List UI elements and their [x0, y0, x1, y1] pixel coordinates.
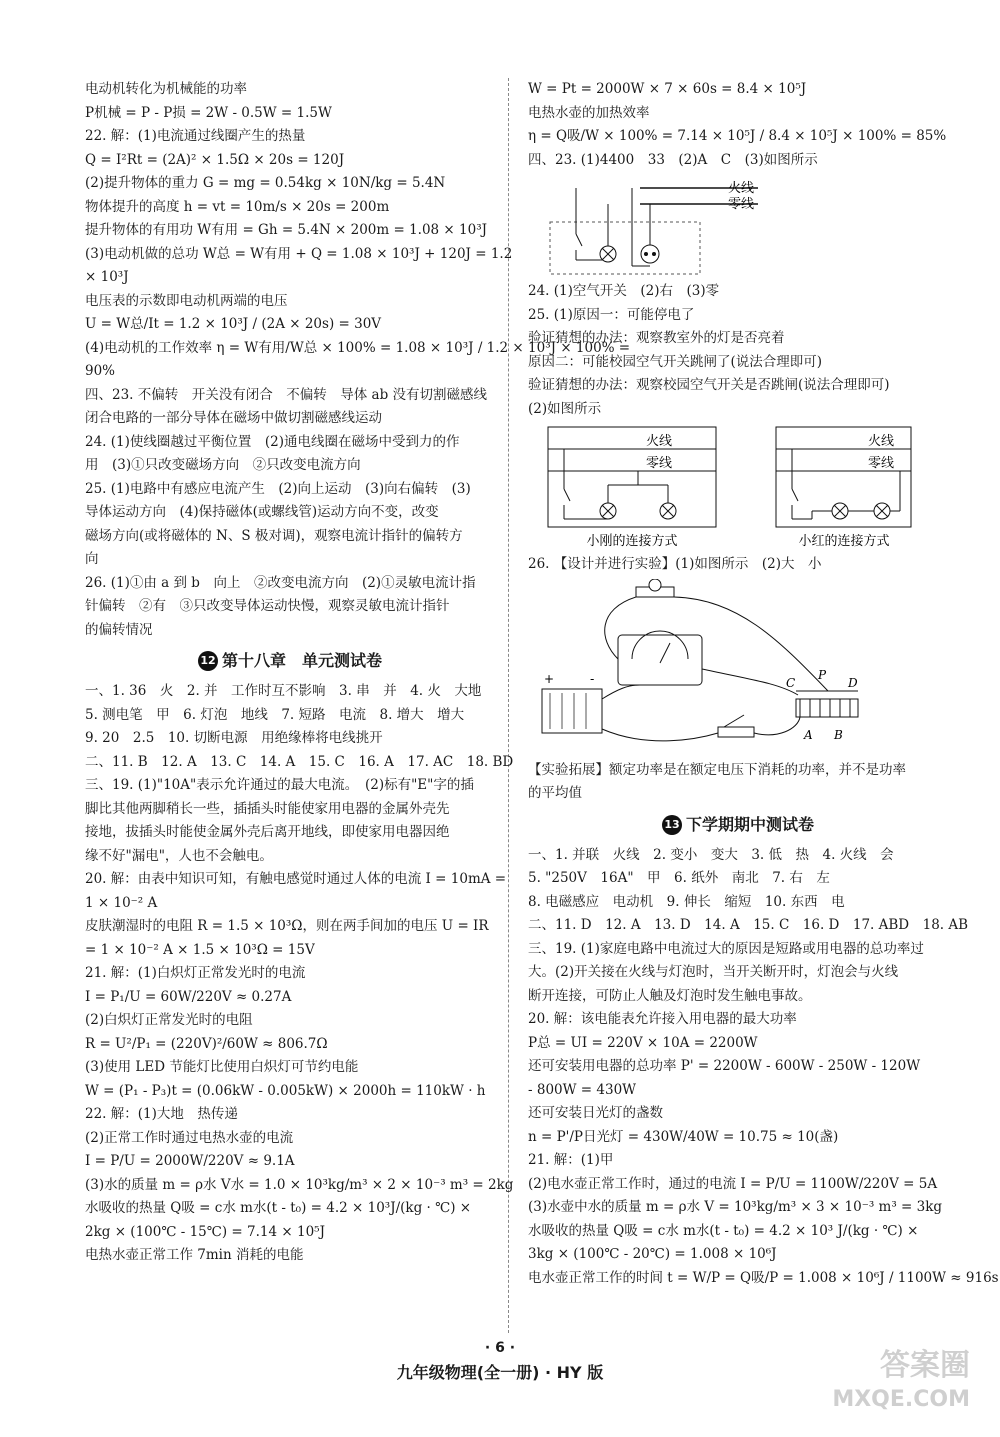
answer-line: 闭合电路的一部分导体在磁场中做切割磁感线运动 — [85, 410, 382, 426]
label-c: C — [786, 675, 796, 690]
answer-line: 三、19. (1)"10A"表示允许通过的最大电流。 (2)标有"E"字的插 — [85, 777, 474, 793]
answer-line: 四、23. (1)4400 33 (2)A C (3)如图所示 — [528, 151, 818, 168]
answer-line: R = U²/P₁ = (220V)²/60W ≈ 806.7Ω — [85, 1035, 328, 1052]
answer-line: 90% — [85, 363, 116, 379]
answer-line: η = Q吸/W × 100% = 7.14 × 10⁵J / 8.4 × 10⁵J × 100% = 85% — [528, 128, 947, 144]
answer-line: 三、19. (1)家庭电路中电流过大的原因是短路或用电器的总功率过 — [528, 940, 924, 957]
answer-line: P总 = UI = 220V × 10A = 2200W — [528, 1034, 758, 1051]
answer-line: U = W总/It = 1.2 × 10³J / (2A × 20s) = 30V — [85, 316, 382, 332]
answer-line: 20. 解：由表中知识可知，有触电感觉时通过人体的电流 I = 10mA = — [85, 871, 507, 887]
watermark-title: 答案圈 — [880, 1348, 970, 1383]
section-heading-13 — [528, 812, 948, 838]
answer-line: 【实验拓展】额定功率是在额定电压下消耗的功率，并不是功率 — [528, 761, 906, 778]
answer-line: 22. 解：(1)大地 热传递 — [85, 1106, 238, 1122]
right-column — [528, 78, 999, 1290]
answer-line: 电热水壶正常工作 7min 消耗的电能 — [85, 1247, 304, 1263]
answer-line: 5. 测电笔 甲 6. 灯泡 地线 7. 短路 电流 8. 增大 增大 — [85, 706, 465, 723]
answer-line: 针偏转 ②有 ③只改变导体运动快慢，观察灵敏电流计指针 — [85, 598, 450, 614]
answer-line: (4)电动机的工作效率 η = W有用/W总 × 100% = 1.08 × 10³J / 1.2 × 10³J × 100% = — [85, 339, 631, 356]
answers-midterm — [528, 844, 999, 1291]
answer-line: 磁场方向(或将磁体的 N、S 极对调)，观察电流计指针的偏转方 — [85, 527, 463, 544]
answer-line: 还可安装日光灯的盏数 — [528, 1105, 663, 1121]
answer-line: (3)水的质量 m = ρ水 V水 = 1.0 × 10³kg/m³ × 2 × 10⁻³ m³ = 2kg — [85, 1176, 514, 1193]
answer-line: 26. 【设计并进行实验】(1)如图所示 (2)大 小 — [528, 556, 822, 572]
fig25-right-live-label: 火线 — [868, 434, 895, 449]
section-title: 下学期期中测试卷 — [685, 814, 814, 834]
answer-26 — [528, 553, 948, 577]
answer-line: 用 (3)①只改变磁场方向 ②只改变电流方向 — [85, 457, 361, 473]
answer-line: 电动机转化为机械能的功率 — [85, 81, 247, 97]
answer-line: (2)如图所示 — [528, 400, 602, 417]
watermark-url: MXQE.COM — [832, 1387, 970, 1412]
answer-line: 1 × 10⁻² A — [85, 894, 158, 911]
answer-line: 接地，拔插头时能使金属外壳后离开地线，即使家用电器因绝 — [85, 824, 450, 840]
column-divider — [508, 78, 509, 1333]
answer-line: 26. (1)①由 a 到 b 向上 ②改变电流方向 (2)①灵敏电流计指 — [85, 574, 476, 591]
answer-line: × 10³J — [85, 269, 129, 285]
answer-line: 物体提升的高度 h = vt = 10m/s × 20s = 200m — [85, 198, 390, 215]
live-wire-label: 火线 — [728, 181, 755, 196]
neutral-wire-label: 零线 — [728, 197, 755, 212]
answer-line: 原因二：可能校园空气开关跳闸了(说法合理即可) — [528, 353, 823, 370]
answer-line: 的平均值 — [528, 785, 582, 801]
answer-line: 一、1. 并联 火线 2. 变小 变大 3. 低 热 4. 火线 会 — [528, 846, 894, 863]
answer-line: 水吸收的热量 Q吸 = c水 m水(t - t₀) = 4.2 × 10³ J/(kg · ℃) × — [528, 1222, 919, 1239]
xiaogang-caption: 小刚的连接方式 — [586, 534, 678, 549]
fig25-left-neutral-label: 零线 — [646, 456, 673, 471]
fig25-right-neutral-label: 零线 — [868, 456, 895, 471]
answer-line: 电水壶正常工作的时间 t = W/P = Q吸/P = 1.008 × 10⁶J / 1100W ≈ 916s — [528, 1269, 999, 1286]
answer-line: 验证猜想的办法：观察校园空气开关是否跳闸(说法合理即可) — [528, 377, 890, 393]
fig25-left-live-label: 火线 — [646, 434, 673, 449]
answer-line: 8. 电磁感应 电动机 9. 伸长 缩短 10. 东西 电 — [528, 893, 845, 910]
battery-plus-label: + — [544, 671, 555, 686]
answer-line: 20. 解：该电能表允许接入用电器的最大功率 — [528, 1011, 797, 1027]
section-title: 第十八章 单元测试卷 — [221, 651, 382, 670]
circuit-figure-25 — [528, 423, 948, 551]
answer-line: I = P/U = 2000W/220V ≈ 9.1A — [85, 1153, 295, 1169]
battery-icon — [542, 689, 602, 733]
answer-line: 向 — [85, 551, 99, 567]
switch-symbol — [576, 234, 582, 246]
answer-line: (2)白炽灯正常发光时的电阻 — [85, 1012, 253, 1028]
answer-line: 电热水壶的加热效率 — [528, 104, 650, 121]
watermark — [832, 1349, 970, 1417]
answer-line: I = P₁/U = 60W/220V ≈ 0.27A — [85, 988, 292, 1005]
label-p: P — [818, 667, 827, 682]
answer-line: 2kg × (100℃ - 15℃) = 7.14 × 10⁵J — [85, 1223, 325, 1240]
answer-line: n = P'/P日光灯 = 430W/40W = 10.75 ≈ 10(盏) — [528, 1128, 839, 1145]
answer-line: = 1 × 10⁻² A × 1.5 × 10³Ω = 15V — [85, 941, 315, 958]
answer-line: W = Pt = 2000W × 7 × 60s = 8.4 × 10⁵J — [528, 81, 807, 97]
answer-line: 一、1. 36 火 2. 并 工作时互不影响 3. 串 并 4. 火 大地 — [85, 683, 482, 699]
rheostat-icon — [796, 699, 858, 717]
label-a: A — [804, 727, 813, 742]
answer-line: (2)正常工作时通过电热水壶的电流 — [85, 1129, 294, 1146]
answer-line: (3)使用 LED 节能灯比使用白炽灯可节约电能 — [85, 1059, 359, 1075]
answer-line: 缘不好"漏电"，人也不会触电。 — [85, 847, 273, 864]
answer-line: 四、23. 不偏转 开关没有闭合 不偏转 导体 ab 没有切割磁感线 — [85, 386, 488, 403]
answer-line: W = (P₁ - P₃)t = (0.06kW - 0.005kW) × 2000h = 110kW · h — [85, 1082, 486, 1099]
answer-line: Q = I²Rt = (2A)² × 1.5Ω × 20s = 120J — [85, 151, 345, 168]
answer-line: 导体运动方向 (4)保持磁体(或螺线管)运动方向不变，改变 — [85, 504, 439, 520]
answer-line: 22. 解：(1)电流通过线圈产生的热量 — [85, 128, 306, 144]
answer-line: 9. 20 2.5 10. 切断电源 用绝缘棒将电线挑开 — [85, 730, 383, 746]
label-b: B — [834, 727, 843, 742]
section-number-badge: 12 — [198, 651, 218, 671]
answer-line: (2)提升物体的重力 G = mg = 0.54kg × 10N/kg = 5.4N — [85, 175, 446, 191]
socket-symbol — [641, 245, 659, 263]
answer-line: 大。(2)开关接在火线与灯泡时，当开关断开时，灯泡会与火线 — [528, 964, 899, 980]
experiment-extension — [528, 759, 948, 806]
answer-line: 24. (1)空气开关 (2)右 (3)零 — [528, 283, 720, 299]
answer-line: 二、11. B 12. A 13. C 14. A 15. C 16. A 17. AC 18. BD — [85, 753, 514, 770]
answer-line: 3kg × (100℃ - 20℃) = 1.008 × 10⁶J — [528, 1246, 777, 1262]
answer-line: - 800W = 430W — [528, 1081, 637, 1098]
circuit-figure-23 — [528, 174, 758, 278]
answer-line: (2)电水壶正常工作时，通过的电流 I = P/U = 1100W/220V = 5A — [528, 1175, 938, 1192]
answer-line: (3)水壶中水的质量 m = ρ水 V = 10³kg/m³ × 3 × 10⁻³ m³ = 3kg — [528, 1199, 943, 1215]
answer-line: 24. (1)使线圈越过平衡位置 (2)通电线圈在磁场中受到力的作 — [85, 433, 460, 450]
answer-line: 25. (1)电路中有感应电流产生 (2)向上运动 (3)向右偏转 (3) — [85, 480, 471, 497]
section-heading-12 — [85, 648, 495, 674]
answers-24-25 — [528, 280, 948, 421]
answer-line: 水吸收的热量 Q吸 = c水 m水(t - t₀) = 4.2 × 10³J/(kg · ℃) × — [85, 1200, 472, 1216]
xiaohong-caption: 小红的连接方式 — [798, 534, 890, 549]
answer-line: 脚比其他两脚稍长一些，插插头时能使家用电器的金属外壳先 — [85, 800, 450, 817]
answer-line: 提升物体的有用功 W有用 = Gh = 5.4N × 200m = 1.08 × 10³J — [85, 222, 488, 238]
switch-icon — [718, 727, 754, 737]
answer-line: 二、11. D 12. A 13. D 14. A 15. C 16. D 17. ABD 18. AB — [528, 917, 969, 933]
experiment-figure-26 — [528, 579, 948, 757]
page-number: · 6 · — [484, 1340, 516, 1356]
label-d: D — [848, 675, 858, 690]
answer-line: 皮肤潮湿时的电阻 R = 1.5 × 10³Ω，则在两手间加的电压 U = IR — [85, 918, 489, 934]
answer-line: 还可安装用电器的总功率 P' = 2200W - 600W - 250W - 120W — [528, 1058, 921, 1074]
section-number-badge: 13 — [662, 815, 682, 835]
answers-chapter18 — [85, 680, 514, 1268]
answer-line: 21. 解：(1)甲 — [528, 1152, 614, 1168]
answers-continued — [528, 78, 948, 172]
answer-line: 21. 解：(1)白炽灯正常发光时的电流 — [85, 965, 306, 981]
bulb-icon — [649, 579, 661, 591]
answer-line: 断开连接，可防止人触及灯泡时发生触电事故。 — [528, 987, 812, 1004]
answer-line: P机械 = P - P损 = 2W - 0.5W = 1.5W — [85, 104, 332, 121]
answer-line: 25. (1)原因一：可能停电了 — [528, 306, 695, 323]
answer-line: 验证猜想的办法：观察教室外的灯是否亮着 — [528, 330, 785, 346]
answer-line: 5. "250V 16A" 甲 6. 纸外 南北 7. 右 左 — [528, 870, 830, 886]
book-title: 九年级物理(全一册) · HY 版 — [396, 1363, 604, 1382]
answer-line: 电压表的示数即电动机两端的电压 — [85, 292, 288, 309]
answer-line: 的偏转情况 — [85, 621, 153, 638]
answer-line: (3)电动机做的总功 W总 = W有用 + Q = 1.08 × 10³J + 120J = 1.2 — [85, 245, 513, 262]
battery-minus-label: - — [590, 671, 595, 686]
meter-icon — [618, 635, 702, 685]
